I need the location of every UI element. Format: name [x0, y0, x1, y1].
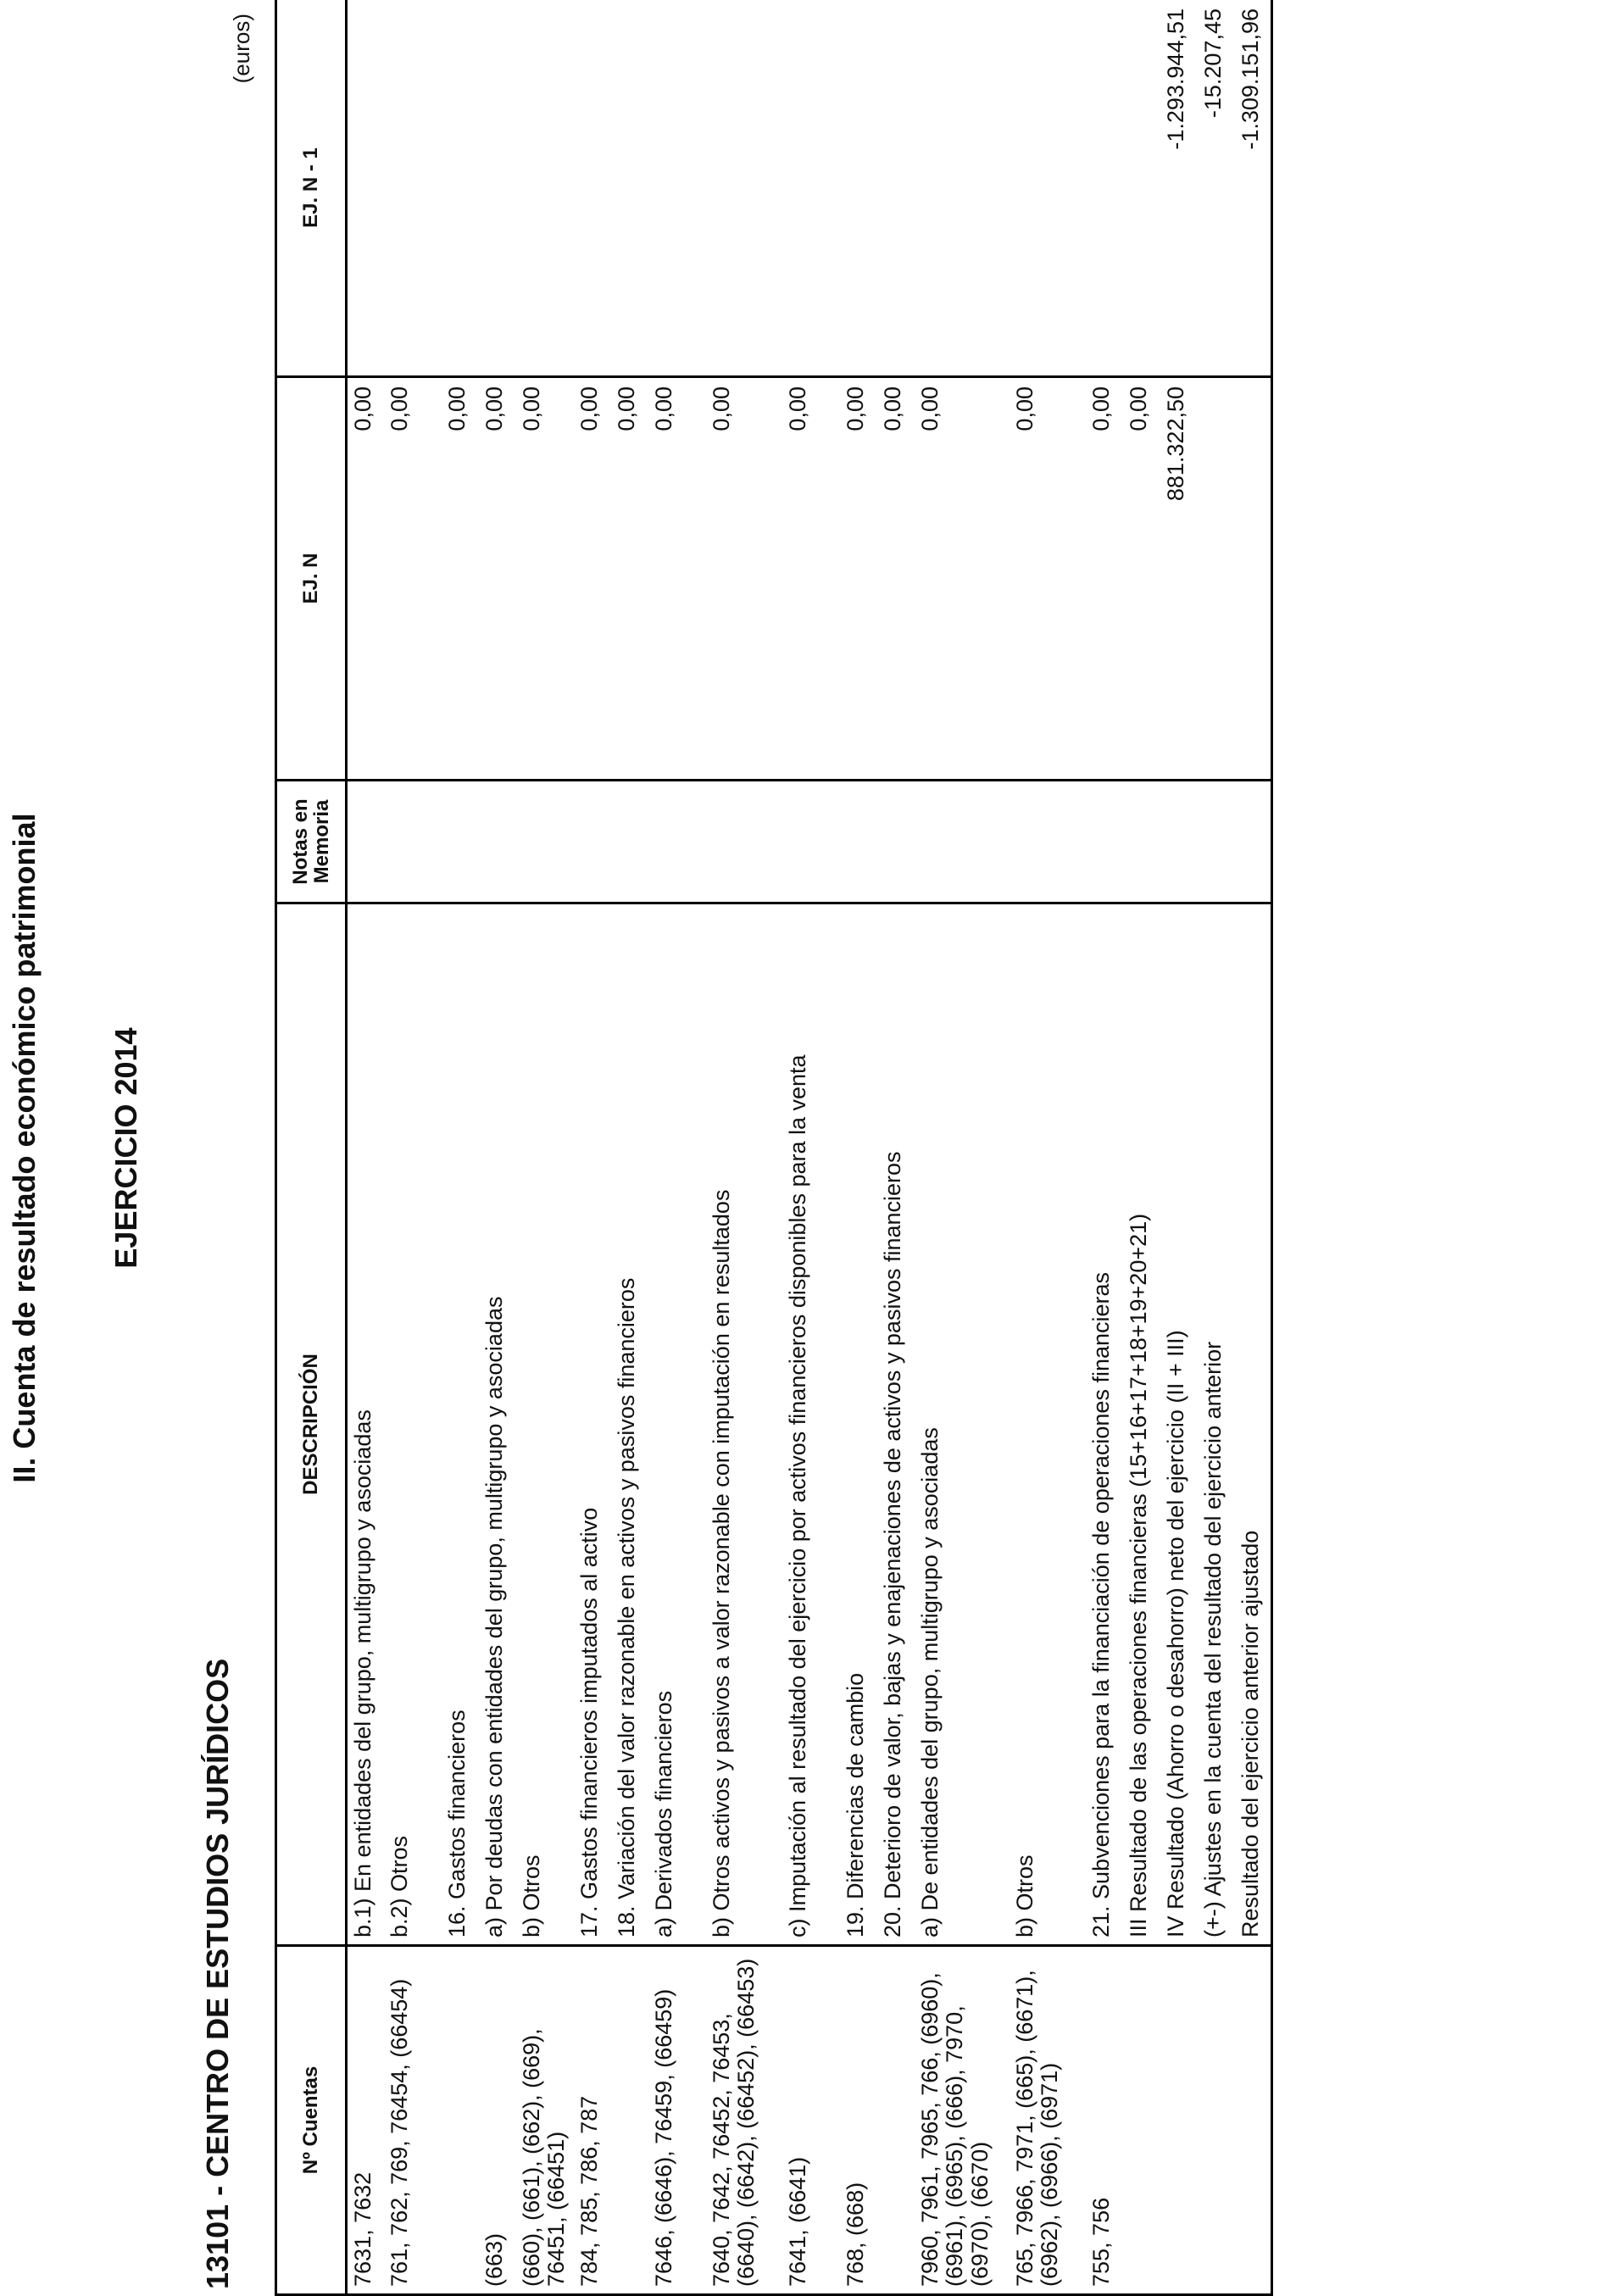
account-numbers: 761, 762, 769, 76454, (66454): [384, 1946, 442, 2295]
amount-previous-year: [479, 0, 516, 377]
account-numbers: [877, 1946, 915, 2295]
amount-current-year: 0,00: [347, 377, 384, 781]
amount-previous-year: -1.309.151,96: [1235, 0, 1272, 377]
amount-current-year: 0,00: [1009, 377, 1086, 781]
amount-previous-year: [347, 0, 384, 377]
amount-current-year: 0,00: [611, 377, 648, 781]
table-row: [915, 0, 1009, 2295]
amount-previous-year: [442, 0, 479, 377]
description: III Resultado de las operaciones financieras (15+16+17+18+19+20+21): [1123, 903, 1160, 1946]
description: (+-) Ajustes en la cuenta del resultado del ejercicio anterior: [1198, 903, 1235, 1946]
memo-notes: [347, 781, 384, 903]
table-row: [877, 0, 915, 2295]
memo-notes: [479, 781, 516, 903]
description: c) Imputación al resultado del ejercicio por activos financieros disponibles para la venta: [782, 903, 840, 1946]
table-row: [1235, 0, 1272, 2295]
amount-current-year: 0,00: [479, 377, 516, 781]
description: b.2) Otros: [384, 903, 442, 1946]
memo-notes: [1123, 781, 1160, 903]
account-numbers: 768, (668): [840, 1946, 877, 2295]
table-row: [1086, 0, 1123, 2295]
table-header-row: [276, 0, 347, 2295]
memo-notes: [915, 781, 1009, 903]
amount-current-year: 0,00: [516, 377, 574, 781]
amount-previous-year: [915, 0, 1009, 377]
amount-previous-year: [1086, 0, 1123, 377]
account-numbers: [1160, 1946, 1198, 2295]
table-row: [611, 0, 648, 2295]
amount-previous-year: [782, 0, 840, 377]
description: b.1) En entidades del grupo, multigrupo y asociadas: [347, 903, 384, 1946]
account-numbers: (663): [479, 1946, 516, 2295]
amount-current-year: 0,00: [442, 377, 479, 781]
account-numbers: 7641, (6641): [782, 1946, 840, 2295]
description: 19. Diferencias de cambio: [840, 903, 877, 1946]
table-row: [479, 0, 516, 2295]
amount-current-year: 0,00: [706, 377, 782, 781]
memo-notes: [1009, 781, 1086, 903]
center-name: 13101 - CENTRO DE ESTUDIOS JURÍDICOS: [200, 1658, 235, 2289]
account-numbers: 765, 7966, 7971, (665), (6671), (6962), (6966), (6971): [1009, 1946, 1086, 2295]
account-numbers: 7646, (6646), 76459, (66459): [648, 1946, 706, 2295]
memo-notes: [1198, 781, 1235, 903]
results-table: [275, 0, 1273, 2296]
account-numbers: [1235, 1946, 1272, 2295]
currency-unit: (euros): [229, 14, 254, 84]
memo-notes: [516, 781, 574, 903]
table-row: [442, 0, 479, 2295]
memo-notes: [648, 781, 706, 903]
memo-notes: [782, 781, 840, 903]
col-header-ej-n1: EJ. N - 1: [276, 0, 347, 377]
account-numbers: (660), (661), (662), (669), 76451, (66451): [516, 1946, 574, 2295]
memo-notes: [384, 781, 442, 903]
description: 16. Gastos financieros: [442, 903, 479, 1946]
amount-current-year: [1198, 377, 1235, 781]
description: 20. Deterioro de valor, bajas y enajenaciones de activos y pasivos financieros: [877, 903, 915, 1946]
memo-notes: [877, 781, 915, 903]
description: 18. Variación del valor razonable en activos y pasivos financieros: [611, 903, 648, 1946]
amount-current-year: 0,00: [915, 377, 1009, 781]
col-header-ej-n: EJ. N: [276, 377, 347, 781]
description: a) Derivados financieros: [648, 903, 706, 1946]
amount-previous-year: [1123, 0, 1160, 377]
memo-notes: [1160, 781, 1198, 903]
col-header-cuentas: Nº Cuentas: [276, 1946, 347, 2295]
table-row: [648, 0, 706, 2295]
amount-current-year: 0,00: [648, 377, 706, 781]
amount-previous-year: [648, 0, 706, 377]
amount-current-year: 881.322,50: [1160, 377, 1198, 781]
table-row: [1123, 0, 1160, 2295]
memo-notes: [442, 781, 479, 903]
amount-previous-year: [706, 0, 782, 377]
description: Resultado del ejercicio anterior ajustado: [1235, 903, 1272, 1946]
account-numbers: [1198, 1946, 1235, 2295]
table-row: [1198, 0, 1235, 2295]
table-row: [1009, 0, 1086, 2295]
memo-notes: [1235, 781, 1272, 903]
description: b) Otros: [516, 903, 574, 1946]
amount-current-year: 0,00: [840, 377, 877, 781]
amount-current-year: 0,00: [877, 377, 915, 781]
memo-notes: [840, 781, 877, 903]
description: 21. Subvenciones para la financiación de operaciones financieras: [1086, 903, 1123, 1946]
report-year: EJERCICIO 2014: [108, 1027, 143, 1269]
table-row: [384, 0, 442, 2295]
account-numbers: 7640, 7642, 76452, 76453, (6640), (6642), (66452), (66453): [706, 1946, 782, 2295]
account-numbers: 7960, 7961, 7965, 766, (6960), (6961), (6965), (666), 7970, (6970), (6670): [915, 1946, 1009, 2295]
account-numbers: [442, 1946, 479, 2295]
amount-current-year: 0,00: [782, 377, 840, 781]
memo-notes: [574, 781, 611, 903]
table-row: [516, 0, 574, 2295]
amount-current-year: 0,00: [1086, 377, 1123, 781]
amount-previous-year: [840, 0, 877, 377]
amount-previous-year: -15.207,45: [1198, 0, 1235, 377]
account-numbers: [1123, 1946, 1160, 2295]
description: b) Otros activos y pasivos a valor razonable con imputación en resultados: [706, 903, 782, 1946]
amount-current-year: 0,00: [574, 377, 611, 781]
amount-current-year: [1235, 377, 1272, 781]
amount-previous-year: [384, 0, 442, 377]
report-title: II. Cuenta de resultado económico patrimonial: [7, 813, 42, 1483]
amount-previous-year: -1.293.944,51: [1160, 0, 1198, 377]
table-row: [574, 0, 611, 2295]
amount-current-year: 0,00: [384, 377, 442, 781]
description: a) De entidades del grupo, multigrupo y asociadas: [915, 903, 1009, 1946]
table-row: [782, 0, 840, 2295]
account-numbers: 7631, 7632: [347, 1946, 384, 2295]
amount-previous-year: [877, 0, 915, 377]
description: a) Por deudas con entidades del grupo, multigrupo y asociadas: [479, 903, 516, 1946]
description: b) Otros: [1009, 903, 1086, 1946]
amount-previous-year: [516, 0, 574, 377]
table-row: [706, 0, 782, 2295]
table-row: [840, 0, 877, 2295]
amount-previous-year: [574, 0, 611, 377]
table-body: [347, 0, 1272, 2295]
memo-notes: [1086, 781, 1123, 903]
description: IV Resultado (Ahorro o desahorro) neto del ejercicio (II + III): [1160, 903, 1198, 1946]
account-numbers: 784, 785, 786, 787: [574, 1946, 611, 2295]
table-row: [347, 0, 384, 2295]
table-row: [1160, 0, 1198, 2295]
col-header-notas: Notas en Memoria: [276, 781, 347, 903]
col-header-descripcion: DESCRIPCIÓN: [276, 903, 347, 1946]
amount-current-year: 0,00: [1123, 377, 1160, 781]
amount-previous-year: [611, 0, 648, 377]
memo-notes: [706, 781, 782, 903]
memo-notes: [611, 781, 648, 903]
account-numbers: [611, 1946, 648, 2295]
amount-previous-year: [1009, 0, 1086, 377]
description: 17. Gastos financieros imputados al activo: [574, 903, 611, 1946]
account-numbers: 755, 756: [1086, 1946, 1123, 2295]
